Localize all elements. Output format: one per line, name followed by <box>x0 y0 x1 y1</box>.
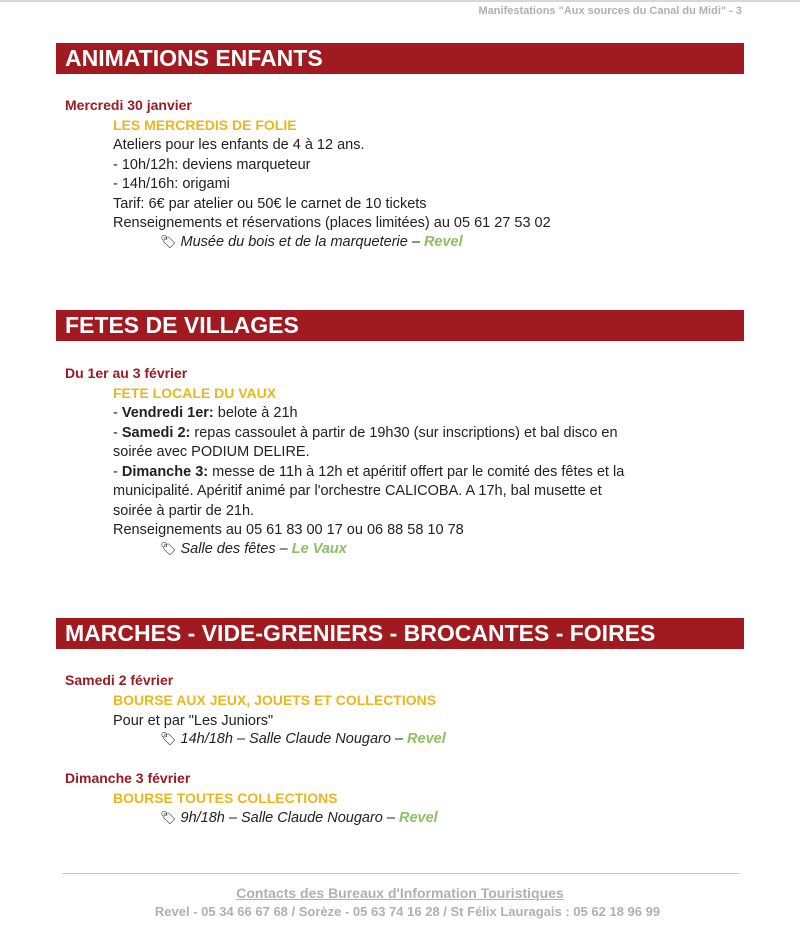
tag-icon: 🏷 <box>160 541 177 556</box>
footer-title: Contacts des Bureaux d'Information Touristiques <box>236 885 564 901</box>
tag-icon: 🏷 <box>160 731 177 746</box>
event-line: Renseignements au 05 61 83 00 17 ou 06 88 58 10 78 <box>113 522 464 538</box>
event-date: Du 1er au 3 février <box>65 365 188 381</box>
section-banner-fetes: FETES DE VILLAGES <box>56 310 744 341</box>
event-title: LES MERCREDIS DE FOLIE <box>113 117 297 133</box>
location-town: Revel <box>407 731 446 747</box>
event-line: Ateliers pour les enfants de 4 à 12 ans. <box>113 137 365 153</box>
location-town: Le Vaux <box>291 541 347 557</box>
event-line: Tarif: 6€ par atelier ou 50€ le carnet de 10 tickets <box>113 196 427 212</box>
day-label: Dimanche 3: <box>121 464 209 480</box>
day-label: Samedi 2: <box>121 425 191 441</box>
event-date: Dimanche 3 février <box>65 770 191 786</box>
tag-icon: 🏷 <box>160 810 177 825</box>
event-location <box>160 541 347 557</box>
location-text: 14h/18h – Salle Claude Nougaro – <box>180 731 408 747</box>
event-title: BOURSE AUX JEUX, JOUETS ET COLLECTIONS <box>113 692 437 708</box>
section-banner-marches: MARCHES - VIDE-GRENIERS - BROCANTES - FOIRES <box>56 618 744 649</box>
event-location <box>160 234 463 250</box>
event-line: municipalité. Apéritif animé par l'orchestre CALICOBA. A 17h, bal musette et <box>113 483 602 499</box>
location-town: Revel <box>398 810 438 826</box>
footer-contacts: Revel - 05 34 66 67 68 / Sorèze - 05 63 74 16 28 / St Félix Lauragais : 05 62 18 96 99 <box>154 904 661 919</box>
event-line: - Samedi 2: repas cassoulet à partir de 19h30 (sur inscriptions) et bal disco en <box>113 425 618 441</box>
event-title: FETE LOCALE DU VAUX <box>113 385 277 401</box>
event-location <box>160 731 446 747</box>
day-label: Vendredi 1er: <box>121 405 214 421</box>
day-text: messe de 11h à 12h et apéritif offert par le comité des fêtes et la <box>208 464 625 480</box>
event-line: Pour et par "Les Juniors" <box>113 713 274 729</box>
event-line: - Dimanche 3: messe de 11h à 12h et apéritif offert par le comité des fêtes et la <box>113 464 625 480</box>
location-text: 9h/18h – Salle Claude Nougaro – <box>180 810 399 826</box>
event-line: - 10h/12h: deviens marqueteur <box>113 157 311 173</box>
location-text: Salle des fêtes – <box>180 541 292 557</box>
footer-rule <box>62 873 740 874</box>
event-location <box>160 810 438 826</box>
event-line: soirée à partir de 21h. <box>113 503 255 519</box>
location-text: Musée du bois et de la marqueterie – <box>180 234 424 250</box>
location-town: Revel <box>423 234 463 250</box>
event-date: Mercredi 30 janvier <box>65 97 192 113</box>
event-line: - Vendredi 1er: belote à 21h <box>113 405 298 421</box>
event-line: Renseignements et réservations (places limitées) au 05 61 27 53 02 <box>113 215 551 231</box>
tag-icon: 🏷 <box>160 234 177 249</box>
day-text: repas cassoulet à partir de 19h30 (sur inscriptions) et bal disco en <box>190 425 618 441</box>
event-line: - 14h/16h: origami <box>113 176 230 192</box>
event-date: Samedi 2 février <box>65 672 174 688</box>
day-text: belote à 21h <box>213 405 298 421</box>
event-title: BOURSE TOUTES COLLECTIONS <box>113 790 338 806</box>
running-header: Manifestations "Aux sources du Canal du Midi" - 3 <box>478 5 742 17</box>
event-line: soirée avec PODIUM DELIRE. <box>113 444 310 460</box>
header-rule <box>0 0 800 2</box>
section-banner-animations: ANIMATIONS ENFANTS <box>56 43 744 74</box>
